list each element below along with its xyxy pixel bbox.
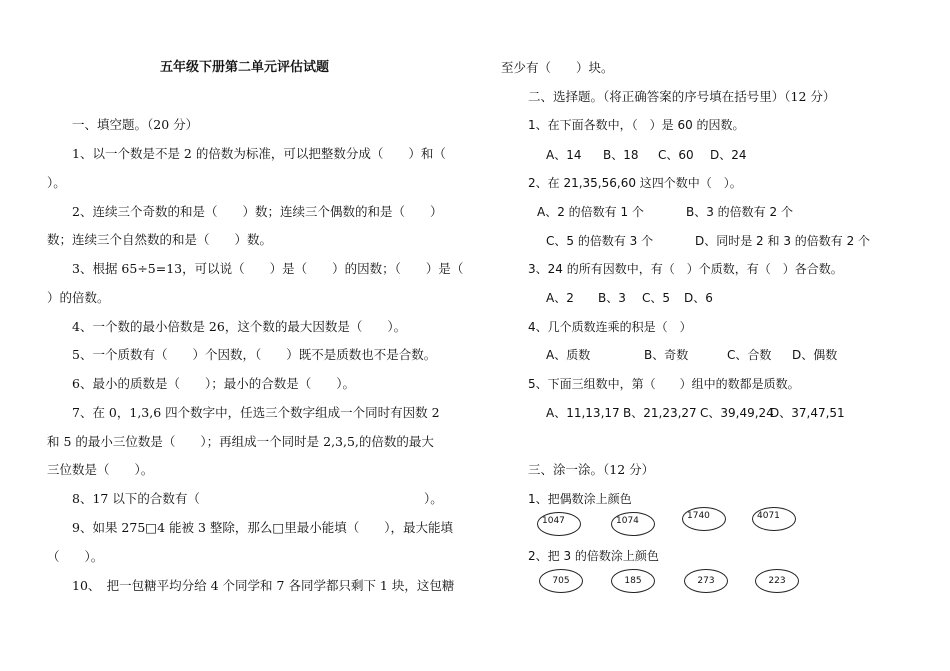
- section-choice-heading: 二、选择题。（将正确答案的序号填在括号里）（12 分）: [528, 89, 836, 104]
- choice-5-option-b[interactable]: B、21,23,27: [623, 406, 697, 420]
- oval-number: 4071: [757, 511, 780, 521]
- oval-number: 273: [697, 576, 715, 586]
- section-fill-blank-heading: 一、填空题。（20 分）: [72, 117, 199, 132]
- question-7-line-3: 三位数是（ ）。: [47, 462, 154, 477]
- multiple-of-3-oval-185[interactable]: [611, 569, 655, 593]
- choice-2-option-b[interactable]: B、3 的倍数有 2 个: [686, 205, 793, 219]
- choice-3-option-a[interactable]: A、2: [546, 291, 574, 305]
- question-1-line-1: 1、以一个数是不是 2 的倍数为标准，可以把整数分成（ ）和（: [72, 146, 446, 161]
- question-4: 4、一个数的最小倍数是 26，这个数的最大因数是（ ）。: [72, 319, 407, 334]
- oval-number: 223: [768, 576, 786, 586]
- even-number-oval-1740[interactable]: [682, 507, 726, 531]
- section-color-heading: 三、涂一涂。（12 分）: [528, 462, 655, 477]
- oval-number: 1047: [542, 516, 565, 526]
- oval-number: 705: [552, 576, 570, 586]
- question-5: 5、一个质数有（ ）个因数，（ ）既不是质数也不是合数。: [72, 347, 437, 362]
- multiple-of-3-oval-273[interactable]: [684, 569, 728, 593]
- choice-4-option-d[interactable]: D、偶数: [792, 348, 838, 362]
- oval-number: 1740: [687, 511, 710, 521]
- question-1-line-2: ）。: [47, 175, 66, 190]
- choice-4-option-a[interactable]: A、质数: [546, 348, 591, 362]
- color-task-2: 2、把 3 的倍数涂上颜色: [528, 549, 659, 563]
- question-3-line-2: ）的倍数。: [47, 290, 110, 305]
- choice-5-option-c[interactable]: C、39,49,24: [700, 406, 774, 420]
- even-number-oval-1047[interactable]: [537, 512, 581, 536]
- choice-1-stem: 1、在下面各数中，（ ）是 60 的因数。: [528, 118, 745, 132]
- question-2-line-2: 数；连续三个自然数的和是（ ）数。: [47, 232, 273, 247]
- page-title: 五年级下册第二单元评估试题: [160, 60, 330, 75]
- multiple-of-3-oval-223[interactable]: [755, 569, 799, 593]
- choice-3-option-d[interactable]: D、6: [684, 291, 713, 305]
- question-10-line-2: 至少有（ ）块。: [501, 60, 614, 75]
- choice-4-option-b[interactable]: B、奇数: [644, 348, 689, 362]
- oval-number: 185: [624, 576, 642, 586]
- choice-5-stem: 5、下面三组数中，第（ ）组中的数都是质数。: [528, 377, 800, 391]
- choice-2-option-d[interactable]: D、同时是 2 和 3 的倍数有 2 个: [695, 234, 871, 248]
- question-7-line-1: 7、在 0，1,3,6 四个数字中，任选三个数字组成一个同时有因数 2: [72, 405, 440, 420]
- even-number-oval-1074[interactable]: [611, 512, 655, 536]
- choice-4-stem: 4、几个质数连乘的积是（ ）: [528, 320, 692, 334]
- choice-1-option-c[interactable]: C、60: [658, 148, 694, 162]
- multiple-of-3-oval-705[interactable]: [539, 569, 583, 593]
- question-9-line-1: 9、如果 275□4 能被 3 整除，那么□里最小能填（ ），最大能填: [72, 520, 453, 535]
- color-task-1: 1、把偶数涂上颜色: [528, 492, 632, 506]
- choice-1-option-b[interactable]: B、18: [603, 148, 639, 162]
- choice-3-option-b[interactable]: B、3: [598, 291, 626, 305]
- question-6: 6、最小的质数是（ ）；最小的合数是（ ）。: [72, 376, 355, 391]
- question-8-end: ）。: [424, 491, 443, 506]
- question-9-line-2: （ ）。: [47, 549, 104, 564]
- choice-1-option-a[interactable]: A、14: [546, 148, 582, 162]
- question-8-start: 8、17 以下的合数有（: [72, 491, 200, 506]
- choice-5-option-d[interactable]: D、37,47,51: [770, 406, 845, 420]
- choice-2-option-c[interactable]: C、5 的倍数有 3 个: [546, 234, 654, 248]
- choice-1-option-d[interactable]: D、24: [710, 148, 747, 162]
- oval-number: 1074: [616, 516, 639, 526]
- even-number-oval-4071[interactable]: [752, 507, 796, 531]
- question-3-line-1: 3、根据 65÷5=13，可以说（ ）是（ ）的因数；（ ）是（: [72, 261, 464, 276]
- choice-3-option-c[interactable]: C、5: [642, 291, 671, 305]
- choice-3-stem: 3、24 的所有因数中，有（ ）个质数，有（ ）各合数。: [528, 262, 843, 276]
- question-10-line-1: 10、 把一包糖平均分给 4 个同学和 7 各同学都只剩下 1 块，这包糖: [72, 578, 455, 593]
- choice-2-stem: 2、在 21,35,56,60 这四个数中（ ）。: [528, 176, 742, 190]
- choice-5-option-a[interactable]: A、11,13,17: [546, 406, 620, 420]
- choice-4-option-c[interactable]: C、合数: [727, 348, 772, 362]
- choice-2-option-a[interactable]: A、2 的倍数有 1 个: [537, 205, 644, 219]
- question-7-line-2: 和 5 的最小三位数是（ ）；再组成一个同时是 2,3,5,的倍数的最大: [47, 434, 434, 449]
- question-2-line-1: 2、连续三个奇数的和是（ ）数；连续三个偶数的和是（ ）: [72, 204, 443, 219]
